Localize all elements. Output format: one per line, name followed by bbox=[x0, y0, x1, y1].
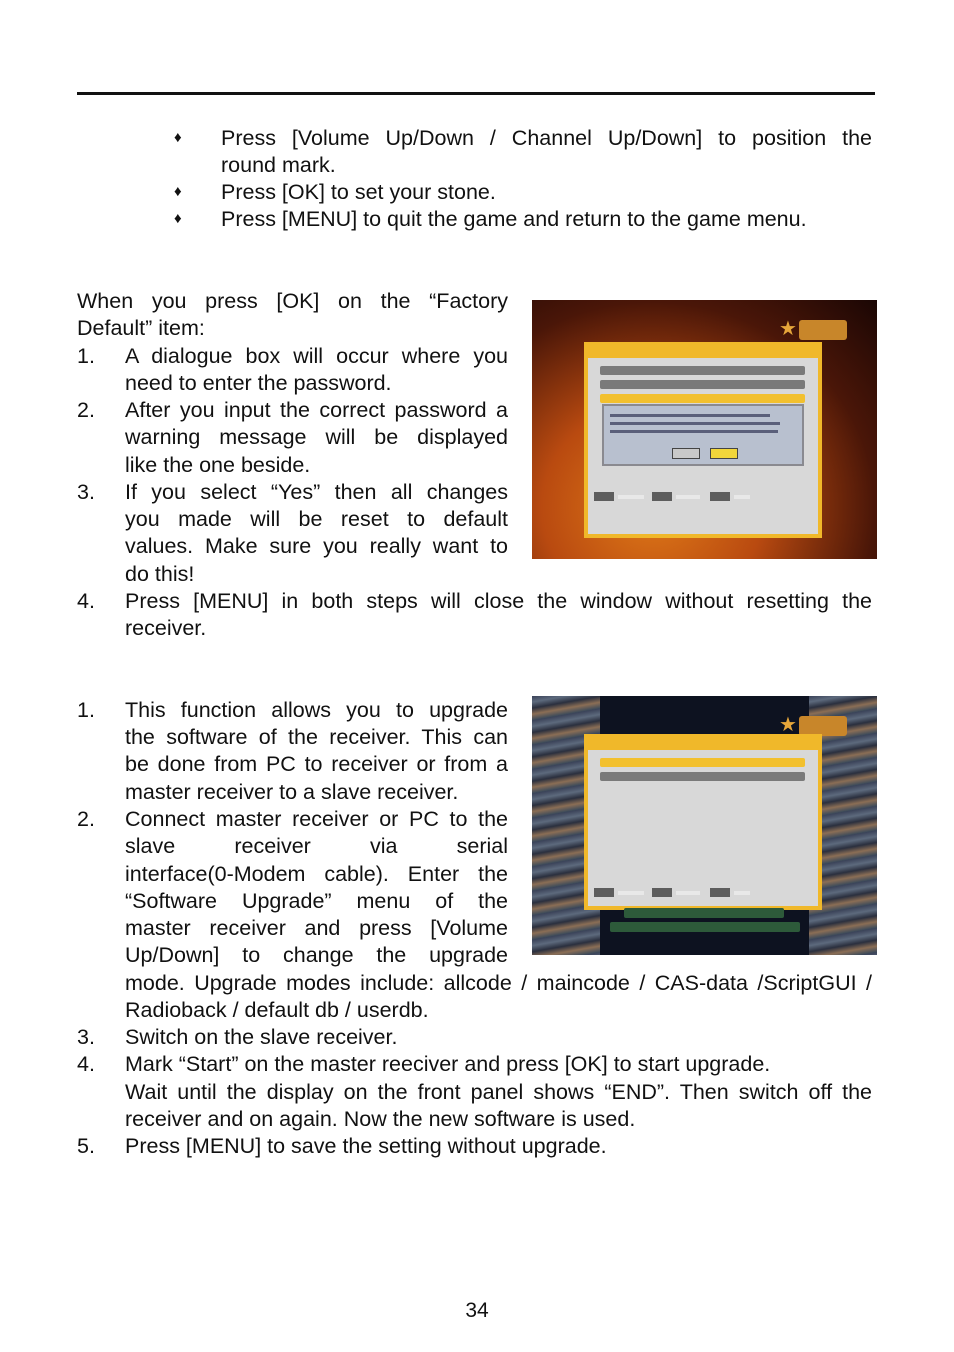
upgrade-item-number: 1. bbox=[77, 698, 95, 722]
factory-item-3-line-2: you made will be reset to default bbox=[125, 507, 508, 531]
bullet-2-line-1: Press [OK] to set your stone. bbox=[221, 180, 496, 204]
factory-item-2-line-3: like the one beside. bbox=[125, 453, 311, 477]
footer-label bbox=[676, 495, 700, 499]
tools-menu-panel bbox=[584, 342, 822, 538]
factory-item-number: 4. bbox=[77, 589, 95, 613]
factory-default-screenshot bbox=[532, 300, 877, 559]
upgrade-item-2-line-5: master receiver and press [Volume bbox=[125, 916, 508, 940]
footer-label bbox=[734, 891, 750, 895]
panel-header bbox=[588, 346, 818, 358]
bottom-banner bbox=[624, 908, 784, 918]
upgrade-item-2-line-6: Up/Down] to change the upgrade bbox=[125, 943, 508, 967]
dialog-button bbox=[672, 448, 700, 459]
dialog-text bbox=[610, 430, 778, 433]
upgrade-item-number: 4. bbox=[77, 1052, 95, 1076]
menu-item bbox=[600, 380, 805, 389]
factory-item-3-line-3: values. Make sure you really want to bbox=[125, 534, 508, 558]
page-number: 34 bbox=[465, 1299, 489, 1322]
software-upgrade-screenshot bbox=[532, 696, 877, 955]
exit-key-icon bbox=[710, 888, 730, 897]
factory-item-number: 2. bbox=[77, 398, 95, 422]
footer-label bbox=[618, 495, 644, 499]
software-upgrade-panel bbox=[584, 734, 822, 910]
enter-key-icon bbox=[652, 888, 672, 897]
factory-item-1-line-1: A dialogue box will occur where you bbox=[125, 344, 508, 368]
upgrade-item-3-line-1: Switch on the slave receiver. bbox=[125, 1025, 398, 1049]
bullet-1-line-2: round mark. bbox=[221, 153, 336, 177]
brand-logo-icon bbox=[799, 320, 847, 340]
upgrade-item-2-line-7: mode. Upgrade modes include: allcode / maincode / CAS-data /ScriptGUI / bbox=[125, 971, 872, 995]
upgrade-item-5-line-1: Press [MENU] to save the setting without upgrade. bbox=[125, 1134, 607, 1158]
bullet-icon: ♦ bbox=[174, 183, 182, 200]
upgrade-item-1-line-2: the software of the receiver. This can bbox=[125, 725, 508, 749]
footer-label bbox=[618, 891, 644, 895]
factory-intro-line-1: When you press [OK] on the “Factory bbox=[77, 289, 508, 313]
factory-item-number: 1. bbox=[77, 344, 95, 368]
bullet-1-line-1: Press [Volume Up/Down / Channel Up/Down] to position the bbox=[221, 126, 872, 150]
upgrade-item-4-line-3: receiver and on again. Now the new software is used. bbox=[125, 1107, 636, 1131]
factory-item-3-line-4: do this! bbox=[125, 562, 195, 586]
select-key-icon bbox=[594, 888, 614, 897]
upgrade-item-2-line-4: “Software Upgrade” menu of the bbox=[125, 889, 508, 913]
factory-item-2-line-1: After you input the correct password a bbox=[125, 398, 508, 422]
menu-item bbox=[600, 772, 805, 781]
upgrade-item-1-line-1: This function allows you to upgrade bbox=[125, 698, 508, 722]
bottom-banner bbox=[610, 922, 800, 932]
brand-logo-icon bbox=[799, 716, 847, 736]
dialog-button-selected bbox=[710, 448, 738, 459]
upgrade-item-number: 3. bbox=[77, 1025, 95, 1049]
factory-item-2-line-2: warning message will be displayed bbox=[125, 425, 508, 449]
menu-item-selected bbox=[600, 758, 805, 767]
panel-header bbox=[588, 738, 818, 750]
upgrade-item-4-line-2: Wait until the display on the front panel shows “END”. Then switch off the bbox=[125, 1080, 872, 1104]
header-rule bbox=[77, 92, 875, 95]
menu-item-selected bbox=[600, 394, 805, 403]
dialog-text bbox=[610, 422, 780, 425]
exit-key-icon bbox=[710, 492, 730, 501]
dialog-text bbox=[610, 414, 770, 417]
factory-item-4-line-2: receiver. bbox=[125, 616, 207, 640]
upgrade-item-4-line-1: Mark “Start” on the master reeciver and press [OK] to start upgrade. bbox=[125, 1052, 771, 1076]
footer-label bbox=[676, 891, 700, 895]
upgrade-item-2-line-1: Connect master receiver or PC to the bbox=[125, 807, 508, 831]
warning-dialog bbox=[602, 404, 804, 466]
upgrade-item-number: 5. bbox=[77, 1134, 95, 1158]
upgrade-item-number: 2. bbox=[77, 807, 95, 831]
factory-intro-line-2: Default” item: bbox=[77, 316, 205, 340]
upgrade-item-1-line-4: master receiver to a slave receiver. bbox=[125, 780, 459, 804]
upgrade-item-2-line-2: slave receiver via serial bbox=[125, 834, 508, 858]
factory-item-3-line-1: If you select “Yes” then all changes bbox=[125, 480, 508, 504]
factory-item-number: 3. bbox=[77, 480, 95, 504]
upgrade-item-1-line-3: be done from PC to receiver or from a bbox=[125, 752, 508, 776]
bullet-icon: ♦ bbox=[174, 210, 182, 227]
menu-item bbox=[600, 366, 805, 375]
bullet-icon: ♦ bbox=[174, 129, 182, 146]
factory-item-4-line-1: Press [MENU] in both steps will close the window without resetting the bbox=[125, 589, 872, 613]
upgrade-item-2-line-8: Radioback / default db / userdb. bbox=[125, 998, 429, 1022]
factory-item-1-line-2: need to enter the password. bbox=[125, 371, 392, 395]
enter-key-icon bbox=[652, 492, 672, 501]
footer-label bbox=[734, 495, 750, 499]
upgrade-item-2-line-3: interface(0-Modem cable). Enter the bbox=[125, 862, 508, 886]
bullet-3-line-1: Press [MENU] to quit the game and return to the game menu. bbox=[221, 207, 807, 231]
select-key-icon bbox=[594, 492, 614, 501]
